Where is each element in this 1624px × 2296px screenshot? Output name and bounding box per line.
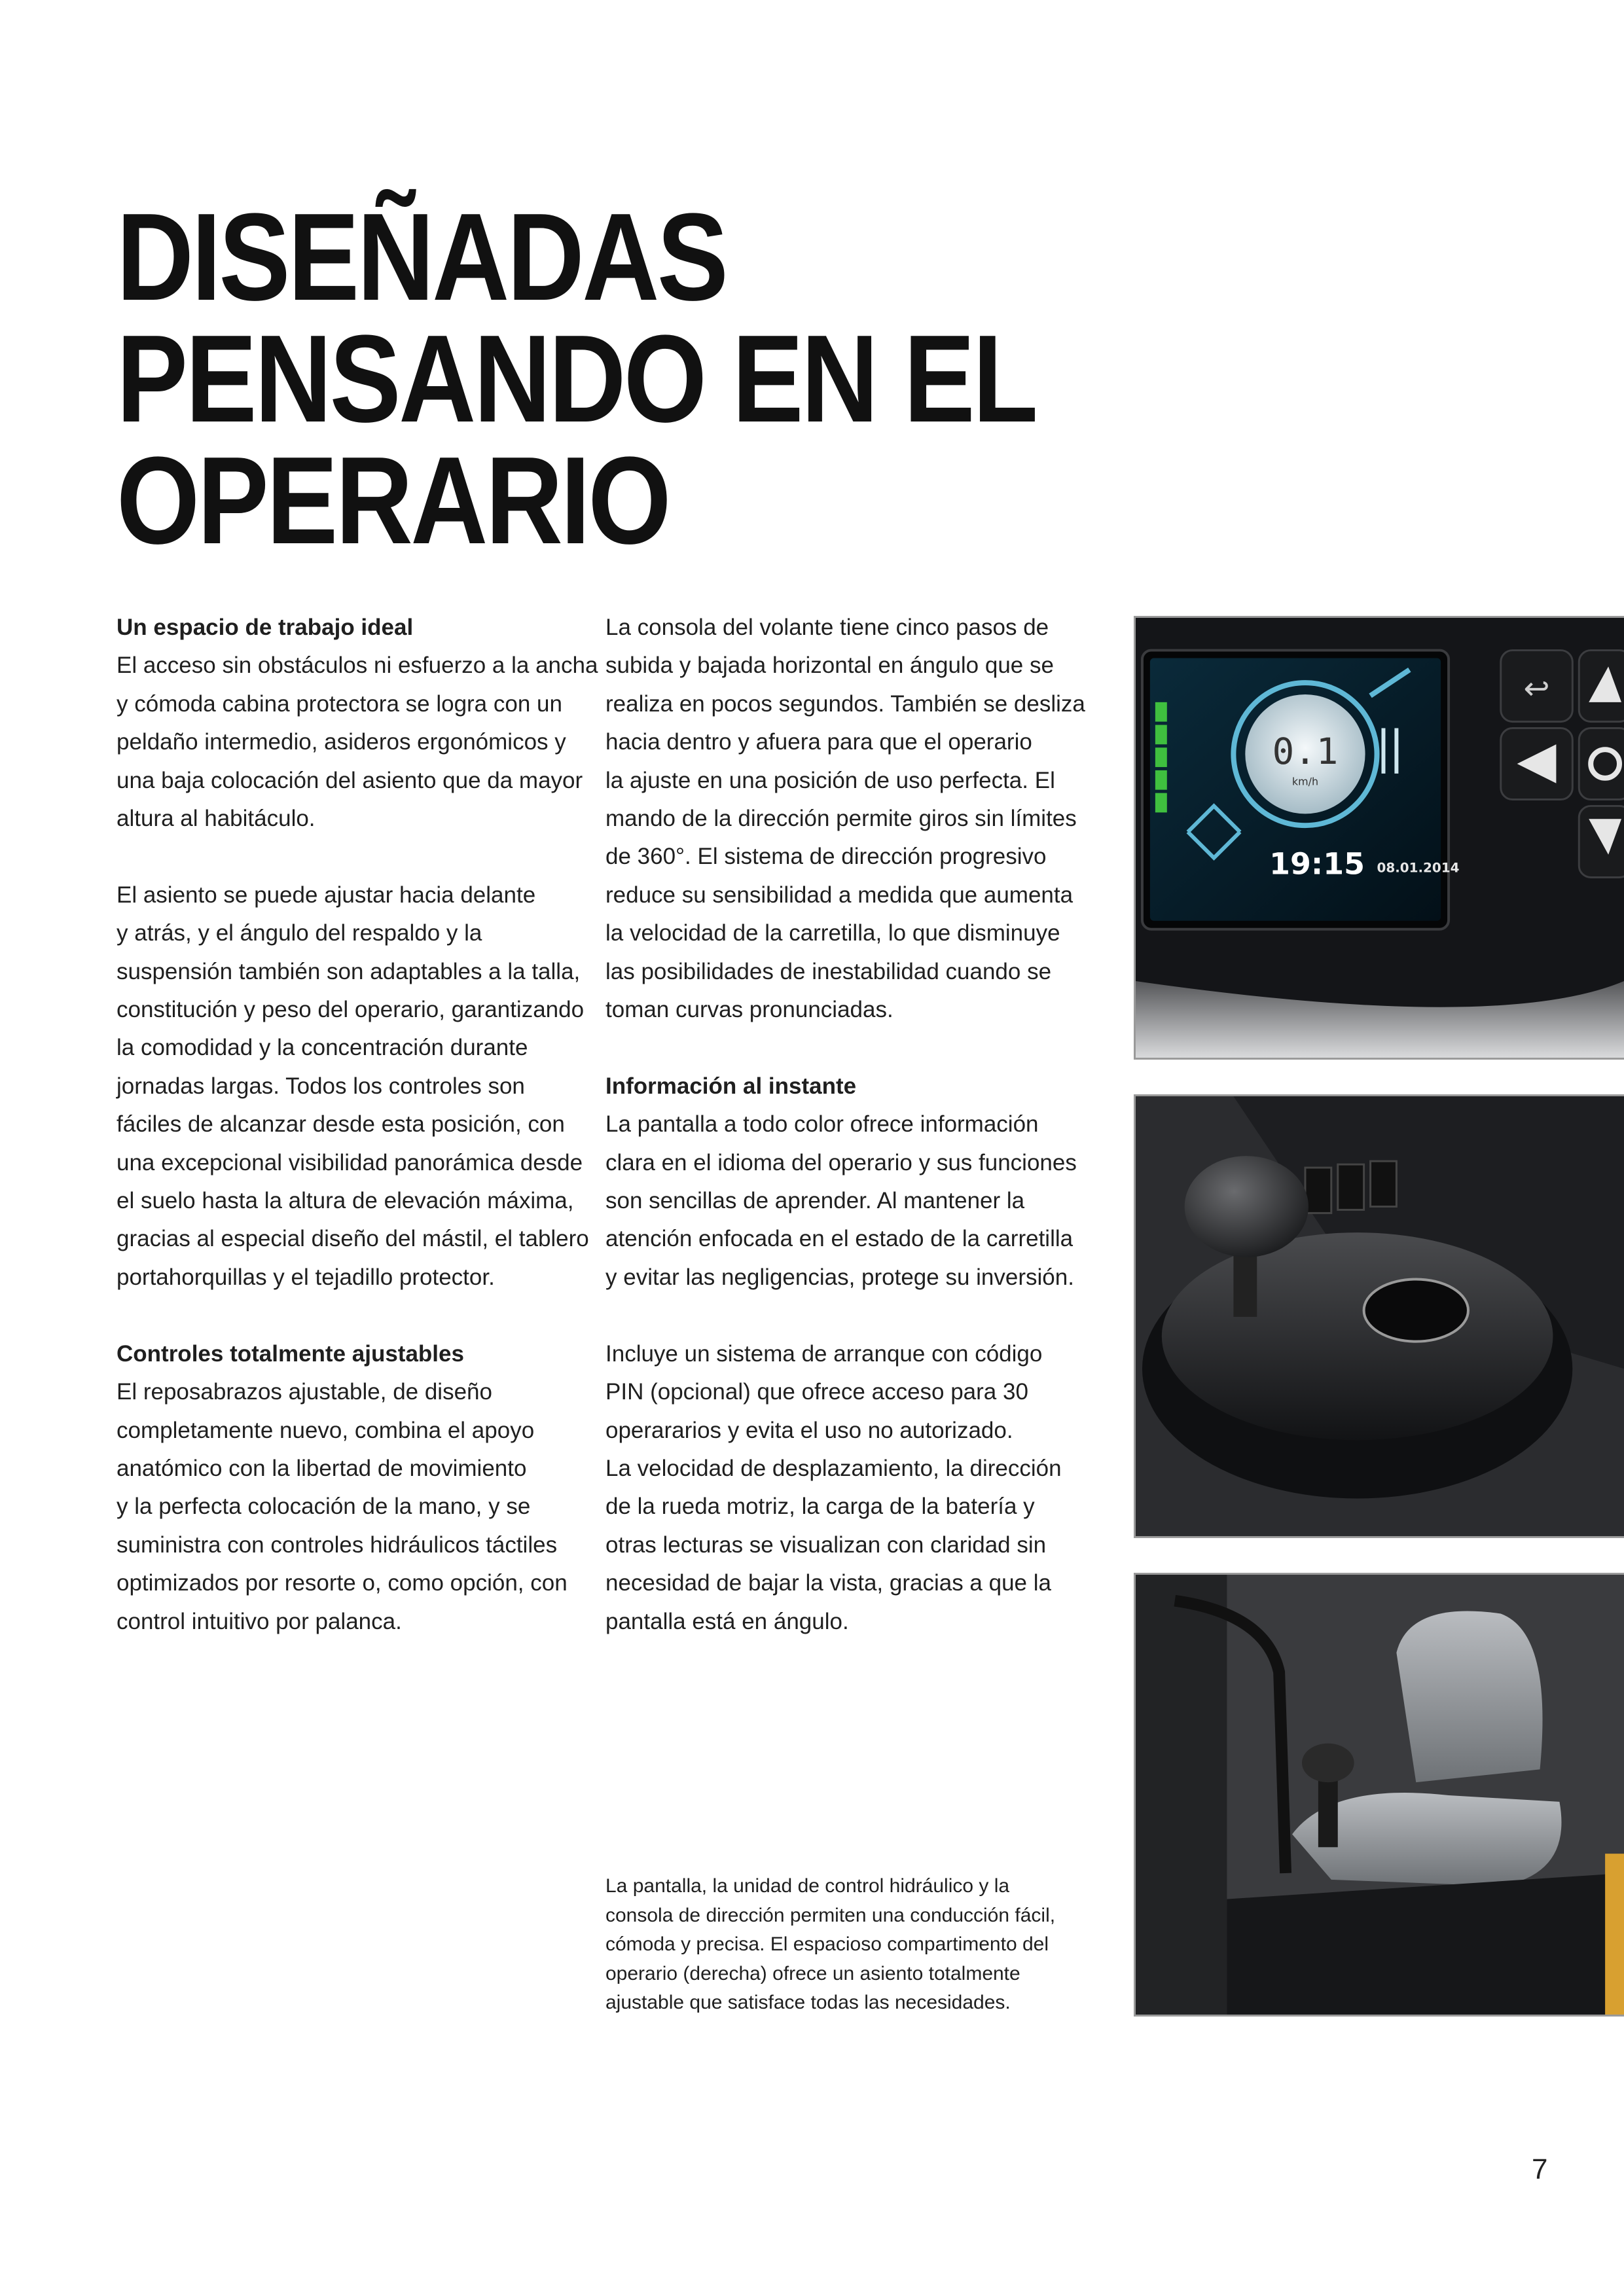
text-line: subida y bajada horizontal en ángulo que se <box>605 653 1054 679</box>
text-line: gracias al especial diseño del mástil, el tablero <box>117 1226 589 1252</box>
section-heading-controls: Controles totalmente ajustables <box>117 1340 464 1367</box>
section-workspace <box>117 609 627 838</box>
seat-backrest <box>1396 1611 1542 1783</box>
text-line: son sencillas de aprender. Al mantener la <box>605 1188 1025 1214</box>
section-console <box>605 609 1116 1029</box>
caption-line: consola de dirección permiten una conducción fácil, <box>605 1904 1056 1926</box>
text-line: de 360°. El sistema de dirección progresivo <box>605 844 1047 870</box>
text-line: altura al habitáculo. <box>117 806 316 832</box>
text-line: PIN (opcional) que ofrece acceso para 30 <box>605 1379 1028 1405</box>
section-heading-workspace: Un espacio de trabajo ideal <box>117 615 414 640</box>
back-arrow-icon: ↩ <box>1523 670 1550 707</box>
caption-line: La pantalla, la unidad de control hidráulico y la <box>605 1875 1010 1897</box>
text-line: hacia dentro y afuera para que el operario <box>605 729 1032 755</box>
text-line: anatómico con la libertad de movimiento <box>117 1455 527 1481</box>
text-line: fáciles de alcanzar desde esta posición, con <box>117 1111 565 1138</box>
text-line: toman curvas pronunciadas. <box>605 997 893 1023</box>
speed-readout: 0.1 <box>1272 730 1339 773</box>
text-line: y cómoda cabina protectora se logra con un <box>117 691 562 717</box>
text-line: una excepcional visibilidad panorámica desde <box>117 1149 583 1175</box>
page-number: 7 <box>1532 2153 1548 2185</box>
text-line: y la perfecta colocación de la mano, y se <box>117 1494 531 1520</box>
photo-operator-seat <box>1134 1573 1624 2017</box>
text-line: completamente nuevo, combina el apoyo <box>117 1417 535 1443</box>
text-line: suspensión también son adaptables a la talla, <box>117 958 581 984</box>
text-line: realiza en pocos segundos. También se desliza <box>605 691 1085 717</box>
photo-hydraulic-control <box>1134 1094 1624 1538</box>
section-seat <box>117 876 627 1297</box>
text-line: portahorquillas y el tejadillo protector. <box>117 1264 495 1290</box>
text-line: constitución y peso del operario, garantizando <box>117 997 585 1023</box>
text-line: la comodidad y la concentración durante <box>117 1035 528 1061</box>
text-line: optimizados por resorte o, como opción, con <box>117 1570 568 1596</box>
battery-bars <box>1155 702 1167 812</box>
section-pin <box>605 1335 1116 1641</box>
section-controls <box>117 1335 627 1641</box>
text-line: peldaño intermedio, asideros ergonómicos y <box>117 729 566 755</box>
speed-unit: km/h <box>1291 775 1319 788</box>
caption-line: cómoda y precisa. El espacioso compartimento del <box>605 1933 1049 1955</box>
text-line: y atrás, y el ángulo del respaldo y la <box>117 920 482 946</box>
text-line: la ajuste en una posición de uso perfecta. El <box>605 767 1055 793</box>
text-line: y evitar las negligencias, protege su inversión. <box>605 1264 1074 1290</box>
text-line: La pantalla a todo color ofrece información <box>605 1111 1039 1138</box>
left-column <box>117 609 627 1641</box>
text-line: suministra con controles hidráulicos táctiles <box>117 1532 558 1558</box>
text-line: jornadas largas. Todos los controles son <box>117 1073 525 1099</box>
joystick-knob <box>1185 1156 1308 1257</box>
text-line: la velocidad de la carretilla, lo que disminuye <box>605 920 1060 946</box>
photo-display-panel <box>1134 616 1624 1060</box>
page-title <box>117 188 1036 570</box>
text-line: El acceso sin obstáculos ni esfuerzo a la ancha <box>117 653 598 679</box>
text-line: El asiento se puede ajustar hacia delante <box>117 882 536 908</box>
clock-readout: 19:15 <box>1269 846 1365 882</box>
caption-line: ajustable que satisface todas las necesidades. <box>605 1992 1011 2013</box>
text-line: control intuitivo por palanca. <box>117 1608 402 1634</box>
text-line: reduce su sensibilidad a medida que aumenta <box>605 882 1074 908</box>
text-line: necesidad de bajar la vista, gracias a que la <box>605 1570 1051 1596</box>
text-line: pantalla está en ángulo. <box>605 1608 849 1634</box>
text-line: clara en el idioma del operario y sus funciones <box>605 1149 1077 1175</box>
section-heading-information: Información al instante <box>605 1073 857 1099</box>
title-line-1: DISEÑADAS <box>117 188 727 327</box>
text-line: operararios y evita el uso no autorizado. <box>605 1417 1013 1443</box>
text-line: mando de la dirección permite giros sin límites <box>605 806 1077 832</box>
text-line: El reposabrazos ajustable, de diseño <box>117 1379 492 1405</box>
caption-line: operario (derecha) ofrece un asiento totalmente <box>605 1962 1020 1984</box>
date-readout: 08.01.2014 <box>1377 860 1460 876</box>
text-line: otras lecturas se visualizan con claridad sin <box>605 1532 1047 1558</box>
text-line: una baja colocación del asiento que da mayor <box>117 767 583 793</box>
section-information <box>605 1067 1116 1297</box>
text-line: Incluye un sistema de arranque con código <box>605 1340 1043 1367</box>
photo-caption <box>605 1872 1116 2018</box>
title-line-2: PENSANDO EN EL <box>117 310 1036 448</box>
text-line: La velocidad de desplazamiento, la dirección <box>605 1455 1062 1481</box>
text-line: atención enfocada en el estado de la carretilla <box>605 1226 1074 1252</box>
middle-column <box>605 609 1116 1641</box>
title-line-3: OPERARIO <box>117 431 670 570</box>
text-line: La consola del volante tiene cinco pasos de <box>605 615 1049 640</box>
text-line: de la rueda motriz, la carga de la batería y <box>605 1494 1035 1520</box>
text-line: las posibilidades de inestabilidad cuando se <box>605 958 1052 984</box>
text-line: el suelo hasta la altura de elevación máxima, <box>117 1188 574 1214</box>
